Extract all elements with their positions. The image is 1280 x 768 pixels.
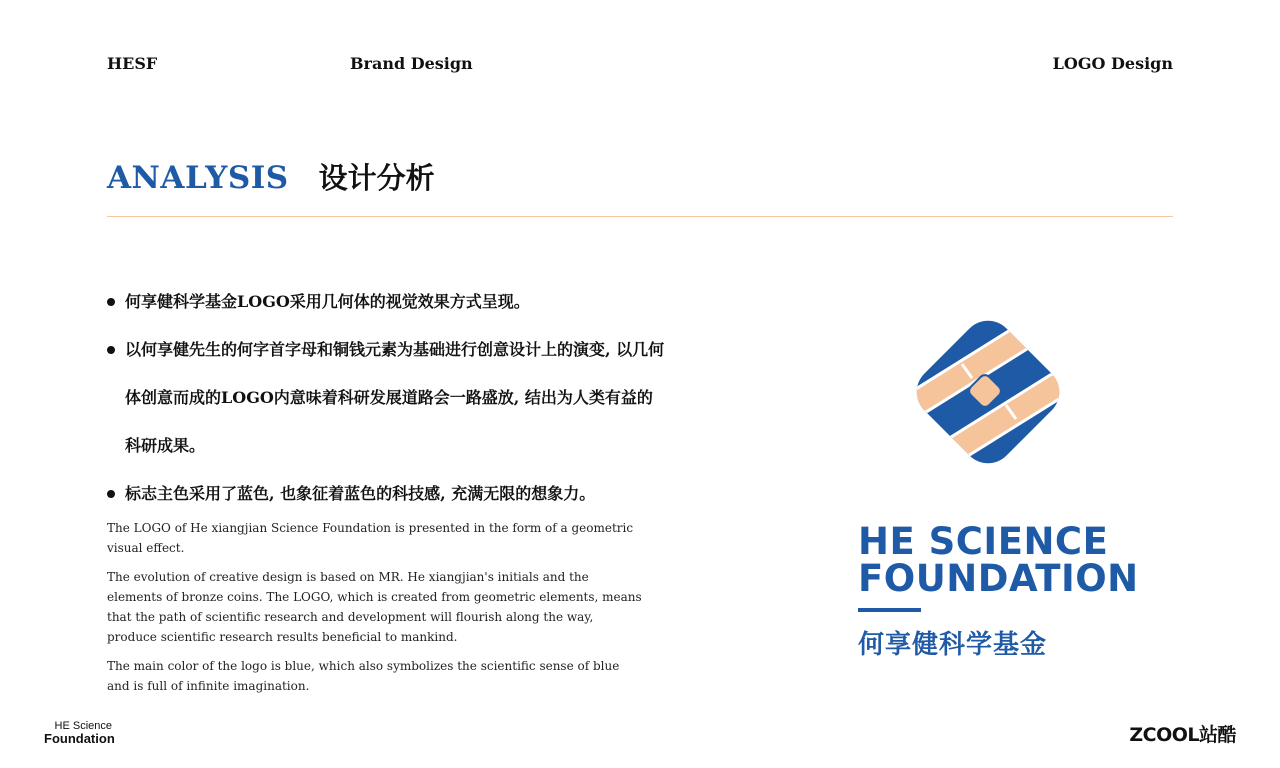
bullet-list <box>107 278 667 518</box>
section-heading <box>107 156 435 197</box>
english-description <box>107 518 642 705</box>
bullet-item <box>107 278 667 326</box>
bullet-text: 以何享健先生的何字首字母和铜钱元素为基础进行创意设计上的演变, 以几何体创意而成的LOGO内意味着科研发展道路会一路盛放, 结出为人类有益的科研成果。 <box>125 340 665 455</box>
english-paragraph: The evolution of creative design is based on MR. He xiangjian's initials and the elements of bronze coins. The LOGO, which is created from geometric elements, means that the path of scientific research and development will flourish along the way, produce scientific research results beneficial to mankind. <box>107 570 642 644</box>
footer-logo-line2: Foundation <box>44 731 115 746</box>
brand-name-line2: FOUNDATION <box>858 557 1139 600</box>
footer-logo-line1: HE Science <box>54 720 112 732</box>
bullet-item <box>107 326 667 470</box>
footer-foundation-logo <box>44 720 115 746</box>
brand-name-chinese: 何享健科学基金 <box>858 630 1048 660</box>
bullet-item <box>107 470 667 518</box>
brand-name-line1: HE SCIENCE <box>858 520 1109 563</box>
section-title-en: ANALYSIS <box>107 160 289 196</box>
bullet-text: 何享健科学基金LOGO采用几何体的视觉效果方式呈现。 <box>125 292 530 311</box>
zcool-watermark: ZCOOL站酷 <box>1129 724 1236 746</box>
bullet-dot-icon <box>107 346 115 354</box>
brand-underline <box>858 608 921 612</box>
foundation-logo-mark-icon <box>900 312 1076 476</box>
header-hesf: HESF <box>107 54 158 73</box>
section-divider <box>107 216 1173 217</box>
bullet-dot-icon <box>107 490 115 498</box>
bullet-dot-icon <box>107 298 115 306</box>
bullet-text: 标志主色采用了蓝色, 也象征着蓝色的科技感, 充满无限的想象力。 <box>125 484 596 503</box>
english-paragraph: The main color of the logo is blue, which also symbolizes the scientific sense of blue and is full of infinite imagination. <box>107 659 620 693</box>
header-brand-design: Brand Design <box>350 54 473 73</box>
english-paragraph: The LOGO of He xiangjian Science Foundation is presented in the form of a geometric visual effect. <box>107 521 634 555</box>
section-title-cn: 设计分析 <box>318 161 435 195</box>
header-logo-design: LOGO Design <box>1052 54 1173 73</box>
